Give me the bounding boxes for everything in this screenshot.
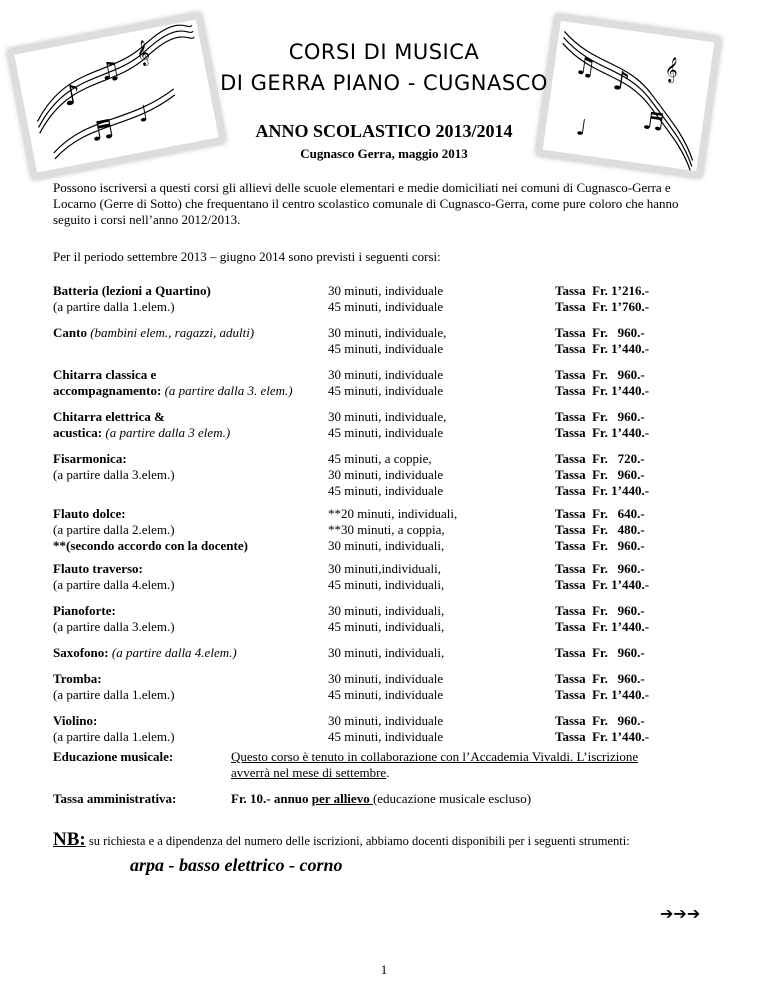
course-name: Flauto dolce: (a partire dalla 2.elem.) **(secondo accordo con la docente) [53,506,248,553]
duration-line: 30 minuti, individuale [328,671,444,686]
fee-line: Tassa Fr. 960.- [555,409,645,424]
course-fees [555,283,735,315]
svg-text:♪: ♪ [610,65,632,98]
course-durations [328,645,548,661]
fee-line: Tassa Fr. 1’216.- [555,283,650,298]
duration-line: **20 minuti, individuali, [328,506,458,521]
duration-line: 45 minuti, individuale [328,299,444,314]
fee-line: Tassa Fr. 960.- [555,645,645,660]
duration-line: 30 minuti, individuali, [328,603,445,618]
course-fees [555,713,735,745]
duration-line: 45 minuti, individuali, [328,619,445,634]
intro-paragraph: Possono iscriversi a questi corsi gli allievi delle scuole elementari e medie domiciliati nei comuni di Cugnasco-Gerra e Locarno (Gerre di Sotto) che frequentano il centro scolastico comunale di Cugnasco-Gerra, come pure coloro che hanno seguito i corsi nell’anno 2012/2013. [53,180,679,227]
fee-line: Tassa Fr. 1’440.- [555,341,650,356]
fee-line: Tassa Fr. 960.- [555,538,645,553]
svg-text:♬: ♬ [640,106,667,138]
svg-text:♫: ♫ [572,51,599,83]
course-name: Chitarra elettrica & acustica: (a partire dalla 3 elem.) [53,409,231,440]
course-fees [555,561,735,593]
course-durations [328,283,548,315]
course-fees [555,451,735,499]
fee-line: Tassa Fr. 960.- [555,325,645,340]
fee-line: Tassa Fr. 960.- [555,603,645,618]
course-name: Batteria (lezioni a Quartino) (a partire dalla 1.elem.) [53,283,211,314]
course-name: Tromba: (a partire dalla 1.elem.) [53,671,175,702]
course-fees [555,409,735,441]
duration-line: 30 minuti, individuale, [328,325,447,340]
period-paragraph: Per il periodo settembre 2013 – giugno 2014 sono previsti i seguenti corsi: [53,249,441,264]
fee-line: Tassa Fr. 960.- [555,713,645,728]
course-name: Fisarmonica: (a partire dalla 3.elem.) [53,451,175,482]
course-durations [328,451,548,499]
course-fees [555,325,735,357]
svg-text:♪: ♪ [60,77,84,113]
duration-line: 45 minuti, individuale [328,729,444,744]
duration-line: 30 minuti, individuale [328,367,444,382]
duration-line: **30 minuti, a coppia, [328,522,445,537]
duration-line: 45 minuti, individuale [328,383,444,398]
school-year-heading: ANNO SCOLASTICO 2013/2014 [255,121,513,141]
duration-line: 30 minuti,individuali, [328,561,442,576]
admin-fee-text: Fr. 10.- annuo per allievo (educazione musicale escluso) [231,791,532,806]
title-line-2: DI GERRA PIANO - CUGNASCO [220,71,548,95]
course-fees [555,671,735,703]
duration-line: 30 minuti, individuale [328,713,444,728]
instruments-list: arpa - basso elettrico - corno [130,855,343,875]
fee-line: Tassa Fr. 1’440.- [555,619,650,634]
fee-line: Tassa Fr. 640.- [555,506,645,521]
course-name: Violino: (a partire dalla 1.elem.) [53,713,175,744]
fee-line: Tassa Fr. 960.- [555,561,645,576]
duration-line: 45 minuti, individuale [328,341,444,356]
page-number: 1 [380,962,388,977]
course-name: Chitarra classica e accompagnamento: (a partire dalla 3. elem.) [53,367,293,398]
course-fees [555,645,735,661]
course-durations [328,506,548,554]
duration-line: 45 minuti, individuale [328,425,444,440]
course-durations [328,671,548,703]
course-name: Saxofono: (a partire dalla 4.elem.) [53,645,237,660]
course-durations [328,713,548,745]
svg-text:♩: ♩ [135,101,151,128]
fee-line: Tassa Fr. 1’440.- [555,577,650,592]
education-label: Educazione musicale: [53,749,174,764]
svg-text:♩: ♩ [574,115,589,142]
course-durations [328,603,548,635]
course-durations [328,561,548,593]
fee-line: Tassa Fr. 1’440.- [555,383,650,398]
fee-line: Tassa Fr. 1’760.- [555,299,650,314]
fee-line: Tassa Fr. 1’440.- [555,425,650,440]
nb-note [53,829,753,851]
continue-arrows-icon: ➔➔➔ [660,904,701,923]
education-text: Questo corso è tenuto in collaborazione con l’Accademia Vivaldi. L’iscrizione avverrà nel mese di settembre. [231,749,639,780]
fee-line: Tassa Fr. 960.- [555,671,645,686]
duration-line: 45 minuti, a coppie, [328,451,432,466]
svg-text:♬: ♬ [87,114,117,149]
course-durations [328,409,548,441]
admin-fee-label: Tassa amministrativa: [53,791,177,806]
course-durations [328,325,548,357]
course-fees [555,506,735,554]
nb-label: NB: [53,829,86,850]
fee-line: Tassa Fr. 960.- [555,467,645,482]
course-name: Flauto traverso: (a partire dalla 4.elem.) [53,561,175,592]
course-name: Canto (bambini elem., ragazzi, adulti) [53,325,255,340]
duration-line: 30 minuti, individuale [328,283,444,298]
fee-line: Tassa Fr. 720.- [555,451,645,466]
course-fees [555,603,735,635]
svg-text:𝄞: 𝄞 [663,56,680,84]
place-date: Cugnasco Gerra, maggio 2013 [300,146,468,161]
duration-line: 45 minuti, individuale [328,687,444,702]
duration-line: 45 minuti, individuali, [328,577,445,592]
course-durations [328,367,548,399]
title-line-1: CORSI DI MUSICA [288,40,480,64]
svg-text:♫: ♫ [96,55,124,87]
course-name: Pianoforte: (a partire dalla 3.elem.) [53,603,175,634]
duration-line: 45 minuti, individuale [328,483,444,498]
fee-line: Tassa Fr. 480.- [555,522,645,537]
duration-line: 30 minuti, individuali, [328,538,445,553]
fee-line: Tassa Fr. 960.- [555,367,645,382]
fee-line: Tassa Fr. 1’440.- [555,687,650,702]
duration-line: 30 minuti, individuali, [328,645,445,660]
course-fees [555,367,735,399]
duration-line: 30 minuti, individuale [328,467,444,482]
duration-line: 30 minuti, individuale, [328,409,447,424]
nb-text: su richiesta e a dipendenza del numero delle iscrizioni, abbiamo docenti disponibili per i seguenti strumenti: [85,834,630,848]
svg-text:𝄞: 𝄞 [134,40,152,68]
fee-line: Tassa Fr. 1’440.- [555,483,650,498]
fee-line: Tassa Fr. 1’440.- [555,729,650,744]
